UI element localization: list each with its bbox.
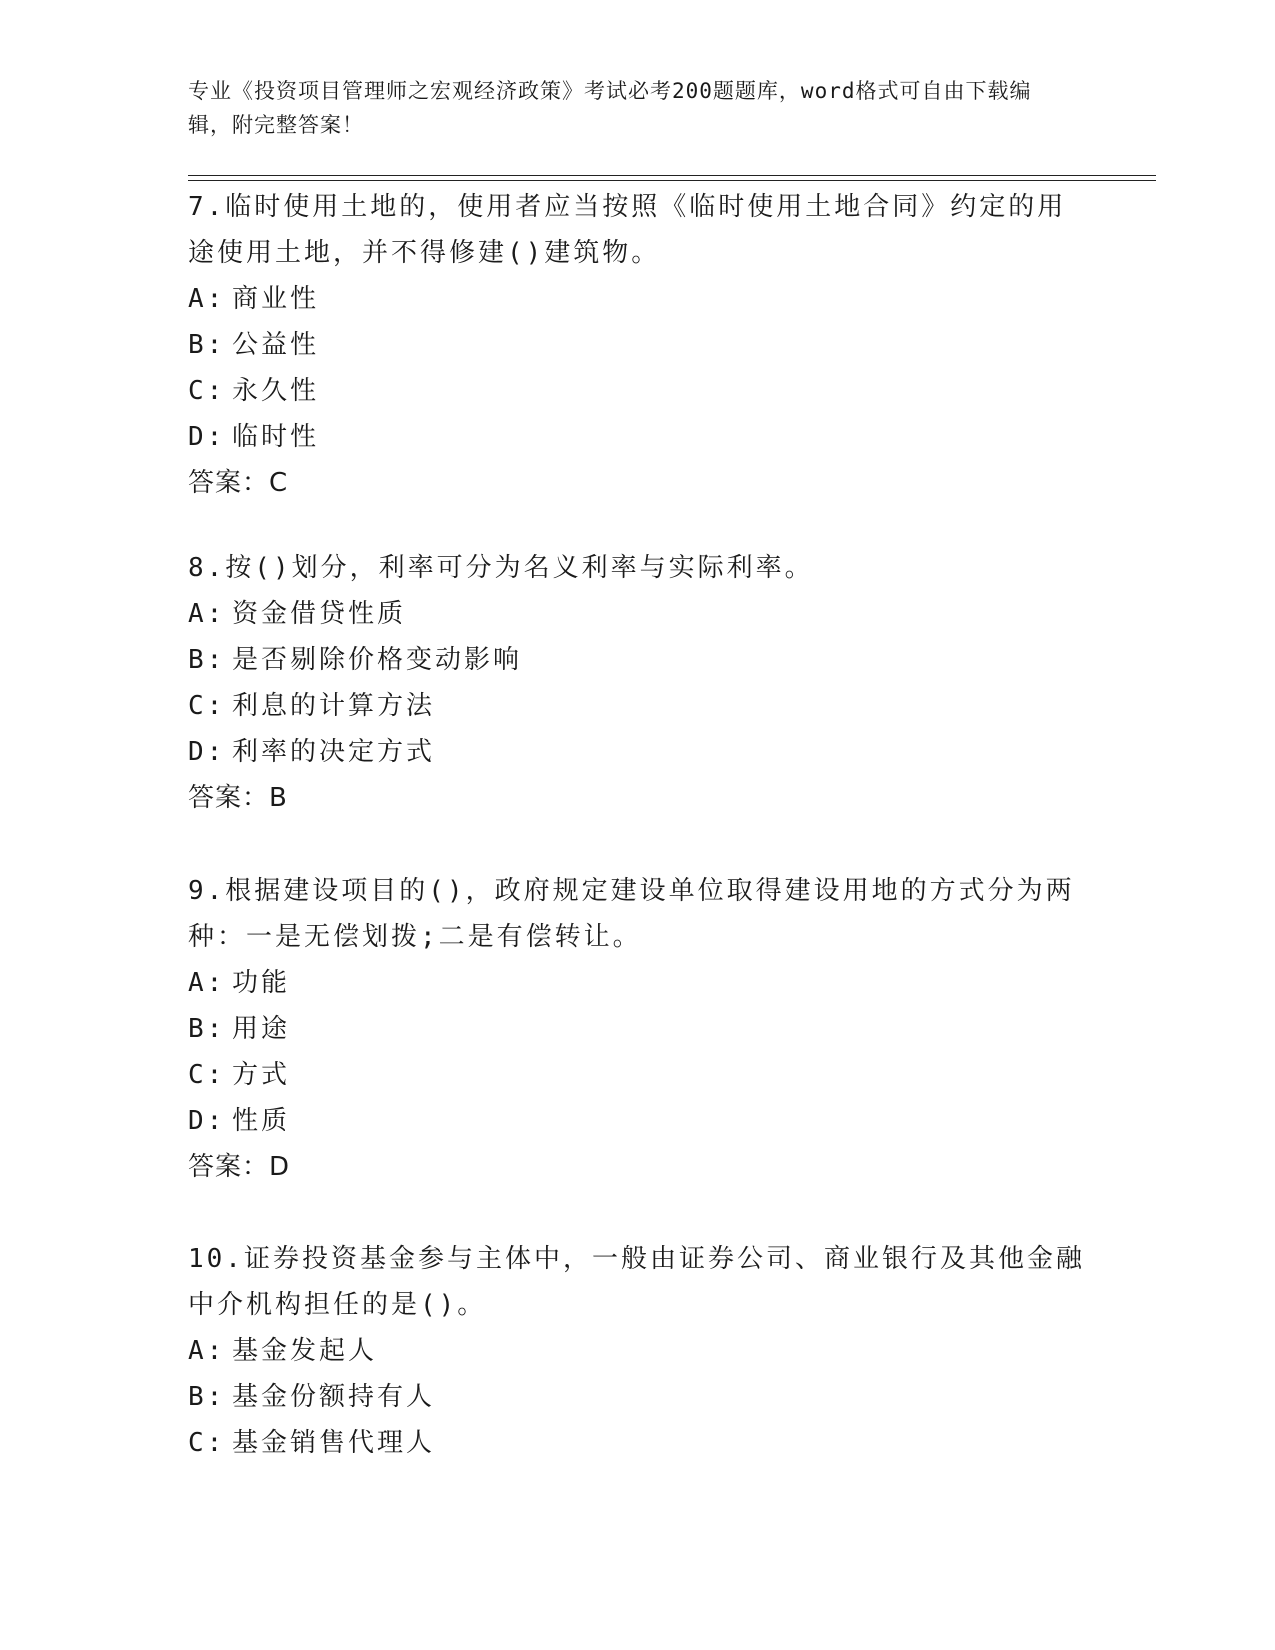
option-text: 用途 [232, 1014, 291, 1044]
question-stem: 10.证券投资基金参与主体中，一般由证券公司、商业银行及其他金融中介机构担任的是()。 [188, 1244, 1085, 1320]
option-letter: C: [188, 691, 226, 721]
question-stem: 9.根据建设项目的()，政府规定建设单位取得建设用地的方式分为两种：一是无偿划拨;二是有偿转让。 [188, 876, 1075, 952]
option-letter: D: [188, 422, 226, 452]
option-text: 基金销售代理人 [232, 1428, 436, 1458]
option-letter: B: [188, 645, 226, 675]
option-text: 永久性 [232, 376, 320, 406]
option-c [188, 683, 1088, 729]
option-text: 临时性 [232, 422, 320, 452]
option-text: 基金份额持有人 [232, 1382, 436, 1412]
option-b [188, 1006, 1088, 1052]
option-text: 公益性 [232, 330, 320, 360]
question-stem: 7.临时使用土地的，使用者应当按照《临时使用土地合同》约定的用途使用土地，并不得修建()建筑物。 [188, 192, 1067, 268]
option-letter: C: [188, 1060, 226, 1090]
option-text: 基金发起人 [232, 1336, 378, 1366]
option-c [188, 368, 1088, 414]
option-a [188, 960, 1088, 1006]
option-letter: D: [188, 1106, 226, 1136]
option-letter: B: [188, 1014, 226, 1044]
option-b [188, 637, 1088, 683]
option-letter: B: [188, 1382, 226, 1412]
option-text: 资金借贷性质 [232, 599, 407, 629]
question-9 [188, 868, 1088, 1190]
answer: 答案：B [188, 783, 288, 813]
question-stem: 8.按()划分，利率可分为名义利率与实际利率。 [188, 553, 814, 583]
header-divider-top [188, 175, 1156, 176]
header-divider-bottom [188, 180, 1156, 181]
option-text: 功能 [232, 968, 291, 998]
option-a [188, 276, 1088, 322]
question-10 [188, 1236, 1088, 1466]
option-text: 商业性 [232, 284, 320, 314]
option-letter: A: [188, 1336, 226, 1366]
option-letter: A: [188, 968, 226, 998]
option-letter: D: [188, 737, 226, 767]
option-text: 方式 [232, 1060, 291, 1090]
option-letter: C: [188, 1428, 226, 1458]
option-b [188, 1374, 1088, 1420]
option-letter: A: [188, 284, 226, 314]
option-letter: C: [188, 376, 226, 406]
option-text: 利率的决定方式 [232, 737, 436, 767]
question-8 [188, 545, 1088, 821]
document-intro: 专业《投资项目管理师之宏观经济政策》考试必考200题题库，word格式可自由下载编辑，附完整答案！ [188, 79, 1032, 137]
option-c [188, 1052, 1088, 1098]
option-d [188, 414, 1088, 460]
question-7 [188, 184, 1088, 506]
answer: 答案：D [188, 1152, 291, 1182]
option-a [188, 1328, 1088, 1374]
option-d [188, 1098, 1088, 1144]
answer: 答案：C [188, 468, 289, 498]
option-a [188, 591, 1088, 637]
option-text: 利息的计算方法 [232, 691, 436, 721]
option-text: 性质 [232, 1106, 291, 1136]
option-b [188, 322, 1088, 368]
option-d [188, 729, 1088, 775]
option-letter: A: [188, 599, 226, 629]
option-letter: B: [188, 330, 226, 360]
option-c [188, 1420, 1088, 1466]
option-text: 是否剔除价格变动影响 [232, 645, 523, 675]
